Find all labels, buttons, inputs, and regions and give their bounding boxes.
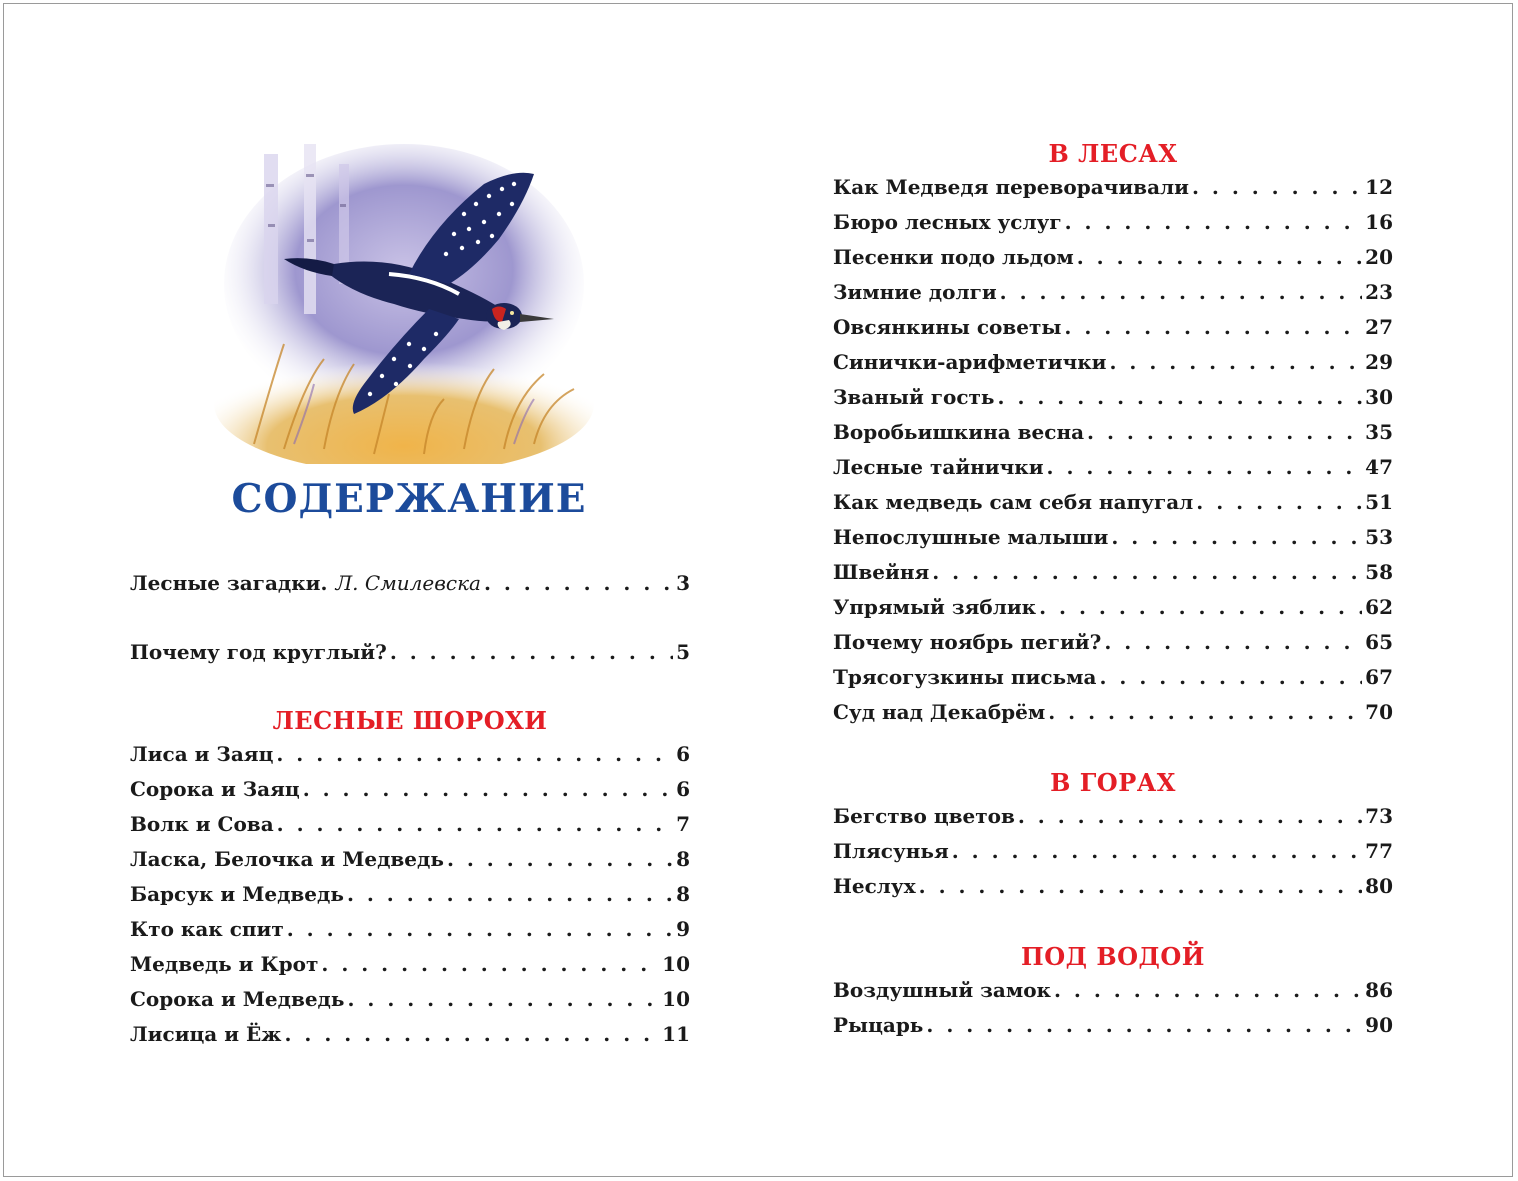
- entry-page: 5: [676, 640, 690, 664]
- entry-title: Ласка, Белочка и Медведь: [130, 847, 444, 871]
- toc-entry[interactable]: [130, 635, 690, 670]
- toc-entry[interactable]: [130, 982, 690, 1017]
- dot-leader: [287, 912, 673, 947]
- toc-entry[interactable]: [130, 566, 690, 601]
- section-heading: ПОД ВОДОЙ: [1021, 942, 1205, 971]
- dot-leader: [1018, 799, 1362, 834]
- dot-leader: [998, 380, 1363, 415]
- dot-leader: [484, 566, 673, 601]
- dot-leader: [919, 869, 1363, 904]
- dot-leader: [1196, 485, 1362, 520]
- entry-page: 27: [1365, 315, 1393, 339]
- toc-entry[interactable]: [833, 799, 1393, 834]
- book-spread: [3, 3, 1513, 1177]
- dot-leader: [1111, 520, 1362, 555]
- toc-entry[interactable]: [833, 555, 1393, 590]
- entry-title: Бегство цветов: [833, 804, 1015, 828]
- section-lesnye-shorokhi: [130, 704, 690, 1052]
- dot-leader: [347, 877, 673, 912]
- entry-title: Овсянкины советы: [833, 315, 1062, 339]
- entry-page: 6: [676, 777, 690, 801]
- entry-page: 53: [1365, 525, 1393, 549]
- entry-page: 10: [662, 952, 690, 976]
- entry-page: 10: [662, 987, 690, 1011]
- entry-title: Волк и Сова: [130, 812, 274, 836]
- entry-page: 80: [1365, 874, 1393, 898]
- dot-leader: [1192, 170, 1362, 205]
- toc-entry[interactable]: [833, 170, 1393, 205]
- toc-entry[interactable]: [833, 345, 1393, 380]
- entry-page: 67: [1365, 665, 1393, 689]
- entry-page: 23: [1365, 280, 1393, 304]
- section-entries: [833, 973, 1393, 1043]
- toc-entry[interactable]: [130, 842, 690, 877]
- page-title: СОДЕРЖАНИЕ: [231, 476, 587, 522]
- entry-title: Как Медведя переворачивали: [833, 175, 1189, 199]
- dot-leader: [1000, 275, 1363, 310]
- entry-page: 16: [1365, 210, 1393, 234]
- entry-title: Почему ноябрь пегий?: [833, 630, 1102, 654]
- toc-entry[interactable]: [130, 877, 690, 912]
- section-heading: В ЛЕСАХ: [1048, 139, 1178, 168]
- entry-title: Барсук и Медведь: [130, 882, 344, 906]
- entry-title: Песенки подо льдом: [833, 245, 1074, 269]
- entry-page: 70: [1365, 700, 1393, 724]
- entry-title: Синички-арифметички: [833, 350, 1107, 374]
- entry-title: Кто как спит: [130, 917, 284, 941]
- toc-entry[interactable]: [833, 973, 1393, 1008]
- entry-title: Трясогузкины письма: [833, 665, 1097, 689]
- toc-entry[interactable]: [833, 205, 1393, 240]
- dot-leader: [284, 1017, 659, 1052]
- dot-leader: [1047, 450, 1363, 485]
- dot-leader: [952, 834, 1362, 869]
- intro-list: [130, 566, 690, 601]
- entry-title: Суд над Декабрём: [833, 700, 1046, 724]
- dot-leader: [303, 772, 673, 807]
- woodpecker-illustration: [214, 144, 604, 464]
- section-v-lesakh: [833, 137, 1393, 730]
- toc-entry[interactable]: [130, 807, 690, 842]
- dot-leader: [347, 982, 659, 1017]
- toc-entry[interactable]: [130, 737, 690, 772]
- section-v-gorakh: [833, 766, 1393, 904]
- toc-entry[interactable]: [130, 947, 690, 982]
- section-entries: [833, 170, 1393, 730]
- section-heading: ЛЕСНЫЕ ШОРОХИ: [272, 706, 548, 735]
- toc-entry[interactable]: [833, 625, 1393, 660]
- entry-page: 29: [1365, 350, 1393, 374]
- entry-page: 51: [1365, 490, 1393, 514]
- toc-entry[interactable]: [130, 772, 690, 807]
- entry-page: 30: [1365, 385, 1393, 409]
- entry-title: Медведь и Крот: [130, 952, 319, 976]
- section-entries: [833, 799, 1393, 904]
- dot-leader: [1087, 415, 1362, 450]
- section-entries: [130, 737, 690, 1052]
- entry-title: Лиса и Заяц: [130, 742, 274, 766]
- toc-entry[interactable]: [833, 450, 1393, 485]
- toc-entry[interactable]: [833, 869, 1393, 904]
- toc-entry[interactable]: [833, 1008, 1393, 1043]
- entry-page: 6: [676, 742, 690, 766]
- entry-title: Непослушные малыши: [833, 525, 1109, 549]
- entry-title: Плясунья: [833, 839, 949, 863]
- entry-author: Л. Смилевска: [335, 571, 481, 595]
- toc-entry[interactable]: [833, 485, 1393, 520]
- entry-title: Рыцарь: [833, 1013, 924, 1037]
- toc-entry[interactable]: [833, 834, 1393, 869]
- dot-leader: [1048, 695, 1362, 730]
- dot-leader: [321, 947, 659, 982]
- entry-title: Швейня: [833, 560, 930, 584]
- entry-title: Бюро лесных услуг: [833, 210, 1062, 234]
- dot-leader: [277, 807, 673, 842]
- entry-title: Лесные загадки.: [130, 571, 328, 595]
- toc-entry[interactable]: [130, 1017, 690, 1052]
- entry-page: 8: [676, 882, 690, 906]
- dot-leader: [1065, 205, 1363, 240]
- entry-title: Упрямый зяблик: [833, 595, 1037, 619]
- entry-title: Сорока и Медведь: [130, 987, 345, 1011]
- dot-leader: [1039, 590, 1362, 625]
- dot-leader: [1099, 660, 1362, 695]
- entry-title: Почему год круглый?: [130, 640, 387, 664]
- entry-page: 86: [1365, 978, 1393, 1002]
- toc-entry[interactable]: [833, 660, 1393, 695]
- dot-leader: [447, 842, 673, 877]
- entry-page: 11: [662, 1022, 690, 1046]
- section-heading: В ГОРАХ: [1050, 768, 1176, 797]
- entry-page: 90: [1365, 1013, 1393, 1037]
- entry-page: 77: [1365, 839, 1393, 863]
- entry-title: Как медведь сам себя напугал: [833, 490, 1194, 514]
- entry-page: 8: [676, 847, 690, 871]
- intro-list-2: [130, 635, 690, 670]
- toc-entry[interactable]: [130, 912, 690, 947]
- dot-leader: [276, 737, 673, 772]
- entry-title: Сорока и Заяц: [130, 777, 300, 801]
- dot-leader: [1077, 240, 1362, 275]
- entry-page: 20: [1365, 245, 1393, 269]
- entry-page: 73: [1365, 804, 1393, 828]
- entry-page: 47: [1365, 455, 1393, 479]
- entry-page: 65: [1365, 630, 1393, 654]
- entry-title: Неслух: [833, 874, 916, 898]
- toc-entry[interactable]: [833, 275, 1393, 310]
- section-pod-vodoy: [833, 940, 1393, 1043]
- dot-leader: [1064, 310, 1362, 345]
- toc-entry[interactable]: [833, 695, 1393, 730]
- dot-leader: [932, 555, 1362, 590]
- toc-entry[interactable]: [833, 310, 1393, 345]
- entry-page: 12: [1365, 175, 1393, 199]
- entry-title: Зимние долги: [833, 280, 997, 304]
- entry-title: Лесные тайнички: [833, 455, 1044, 479]
- dot-leader: [1104, 625, 1362, 660]
- entry-page: 9: [676, 917, 690, 941]
- entry-page: 3: [676, 571, 690, 595]
- toc-entry[interactable]: [833, 590, 1393, 625]
- entry-title: Лисица и Ёж: [130, 1022, 282, 1046]
- dot-leader: [926, 1008, 1362, 1043]
- entry-page: 7: [676, 812, 690, 836]
- dot-leader: [1110, 345, 1363, 380]
- toc-entry[interactable]: [833, 380, 1393, 415]
- toc-entry[interactable]: [833, 240, 1393, 275]
- dot-leader: [390, 635, 673, 670]
- dot-leader: [1054, 973, 1362, 1008]
- entry-page: 58: [1365, 560, 1393, 584]
- entry-page: 62: [1365, 595, 1393, 619]
- entry-title: Воробьишкина весна: [833, 420, 1085, 444]
- entry-page: 35: [1365, 420, 1393, 444]
- toc-entry[interactable]: [833, 415, 1393, 450]
- entry-title: Воздушный замок: [833, 978, 1051, 1002]
- entry-title: Званый гость: [833, 385, 995, 409]
- toc-entry[interactable]: [833, 520, 1393, 555]
